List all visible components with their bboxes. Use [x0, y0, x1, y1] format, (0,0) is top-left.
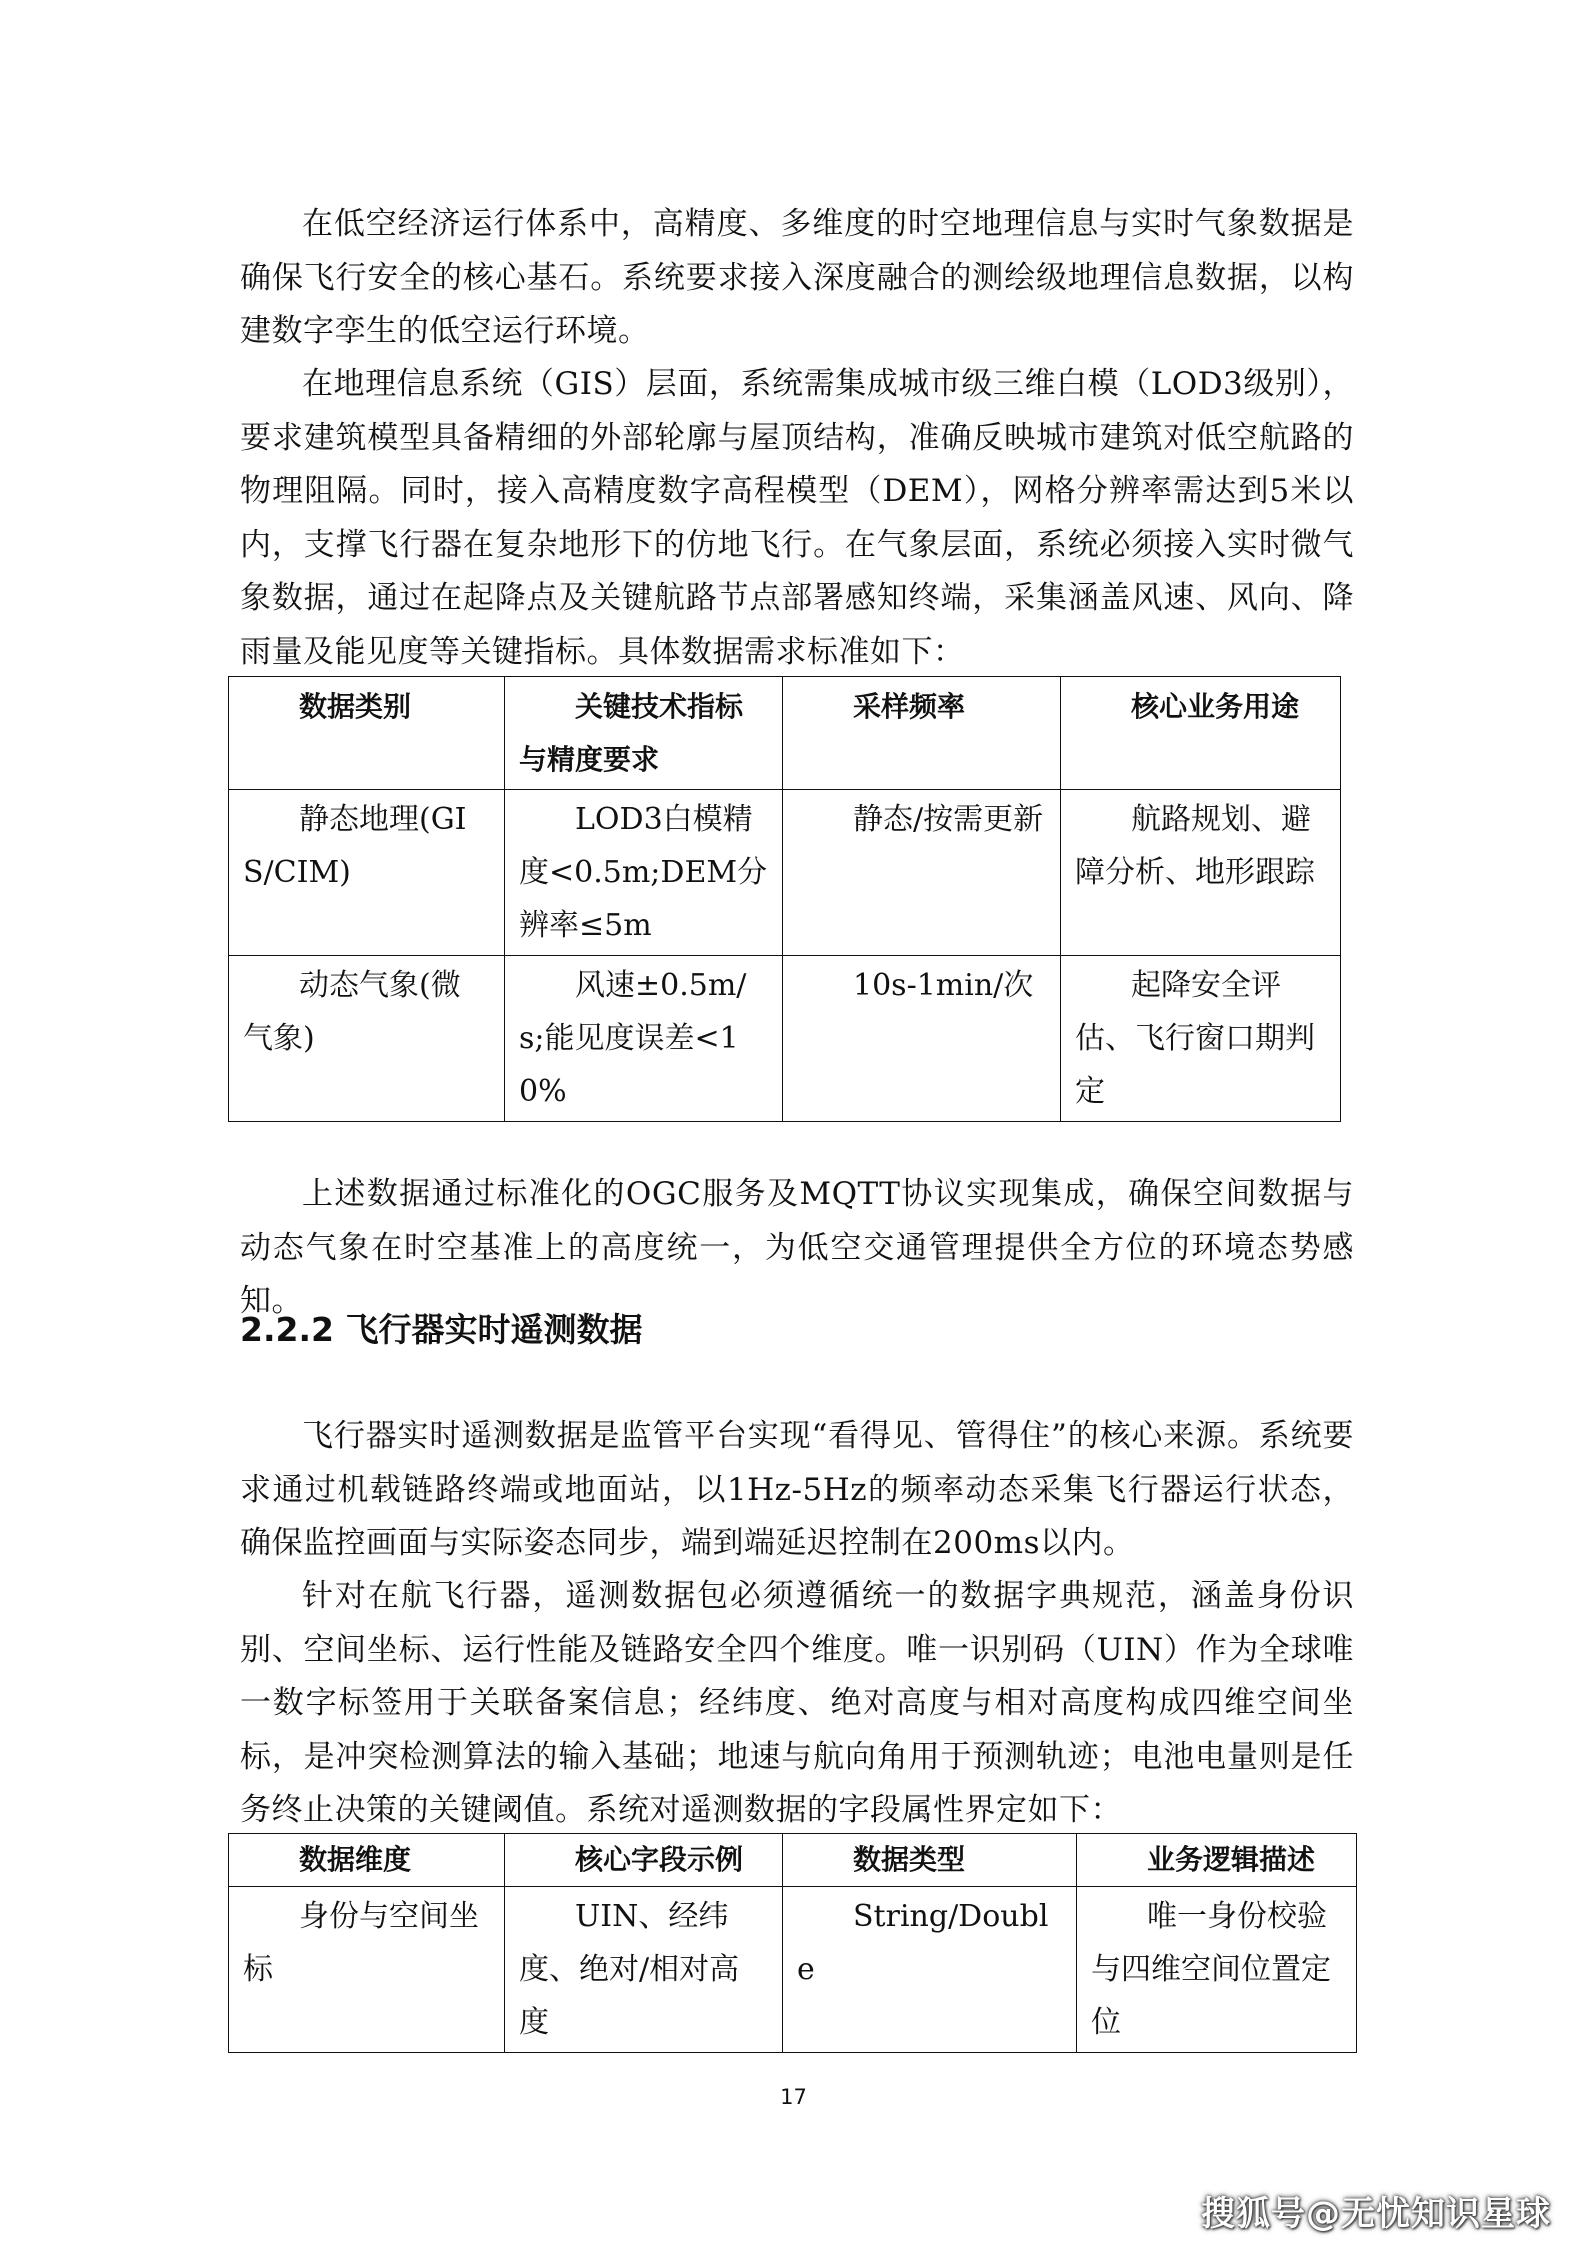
table-cell: UIN、经纬度、绝对/相对高度	[505, 1887, 783, 2053]
paragraph-gis: 在地理信息系统（GIS）层面，系统需集成城市级三维白模（LOD3级别），要求建筑模型具备精细的外部轮廓与屋顶结构，准确反映城市建筑对低空航路的物理阻隔。同时，接入高精度数字高程模型（DEM），网格分辨率需达到5米以内，支撑飞行器在复杂地形下的仿地飞行。在气象层面，系统必须接入实时微气象数据，通过在起降点及关键航路节点部署感知终端，采集涵盖风速、风向、降雨量及能见度等关键指标。具体数据需求标准如下：	[240, 366, 1354, 670]
watermark: 搜狐号@无忧知识星球	[1201, 2194, 1551, 2234]
table-cell: 风速±0.5m/s;能见度误差<10%	[505, 956, 783, 1122]
table-header-cell: 数据类型	[783, 1834, 1077, 1887]
table-header-row	[229, 677, 1341, 790]
table-header-cell: 采样频率	[783, 677, 1061, 790]
table-cell: 静态地理(GIS/CIM)	[229, 790, 505, 956]
table-header-cell: 数据维度	[229, 1834, 505, 1887]
telemetry-field-table	[228, 1833, 1357, 2053]
table-cell: 唯一身份校验与四维空间位置定位	[1077, 1887, 1357, 2053]
table-cell: 身份与空间坐标	[229, 1887, 505, 2053]
paragraph-telemetry-fields: 针对在航飞行器，遥测数据包必须遵循统一的数据字典规范，涵盖身份识别、空间坐标、运行性能及链路安全四个维度。唯一识别码（UIN）作为全球唯一数字标签用于关联备案信息；经纬度、绝对高度与相对高度构成四维空间坐标，是冲突检测算法的输入基础；地速与航向角用于预测轨迹；电池电量则是任务终止决策的关键阈值。系统对遥测数据的字段属性界定如下：	[240, 1578, 1354, 1828]
table-cell: LOD3白模精度<0.5m;DEM分辨率≤5m	[505, 790, 783, 956]
paragraph-telemetry-intro: 飞行器实时遥测数据是监管平台实现“看得见、管得住”的核心来源。系统要求通过机载链路终端或地面站，以1Hz-5Hz的频率动态采集飞行器运行状态，确保监控画面与实际姿态同步，端到端延迟控制在200ms以内。	[240, 1418, 1354, 1561]
table-cell: 10s-1min/次	[783, 956, 1061, 1122]
table-header-cell: 核心字段示例	[505, 1834, 783, 1887]
page-number: 17	[780, 2085, 807, 2109]
table-cell: 起降安全评估、飞行窗口期判定	[1061, 956, 1341, 1122]
table-cell: 动态气象(微气象)	[229, 956, 505, 1122]
table-row	[229, 1887, 1357, 2053]
geo-weather-data-table	[228, 676, 1341, 1122]
table-header-cell: 核心业务用途	[1061, 677, 1341, 790]
section-heading: 2.2.2 飞行器实时遥测数据	[240, 1310, 643, 1349]
table-header-cell: 数据类别	[229, 677, 505, 790]
table-cell: 航路规划、避障分析、地形跟踪	[1061, 790, 1341, 956]
table-row	[229, 956, 1341, 1122]
table-cell: 静态/按需更新	[783, 790, 1061, 956]
paragraph-integration: 上述数据通过标准化的OGC服务及MQTT协议实现集成，确保空间数据与动态气象在时空基准上的高度统一，为低空交通管理提供全方位的环境态势感知。	[240, 1176, 1354, 1319]
table-cell: String/Double	[783, 1887, 1077, 2053]
paragraph-intro: 在低空经济运行体系中，高精度、多维度的时空地理信息与实时气象数据是确保飞行安全的核心基石。系统要求接入深度融合的测绘级地理信息数据，以构建数字孪生的低空运行环境。	[240, 206, 1354, 349]
table-header-row	[229, 1834, 1357, 1887]
table-header-cell: 业务逻辑描述	[1077, 1834, 1357, 1887]
table-row	[229, 790, 1341, 956]
table-header-cell: 关键技术指标与精度要求	[505, 677, 783, 790]
